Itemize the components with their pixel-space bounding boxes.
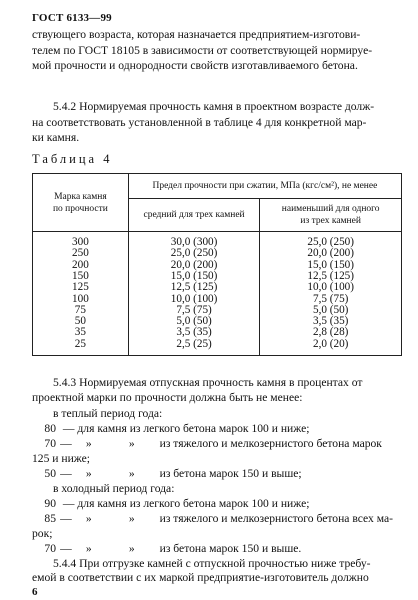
strength-header: Предел прочности при сжатии, МПа (кгс/см²), не менее [128, 174, 401, 199]
item-text: из тяжелого и мелкозернистого бетона марок [159, 437, 382, 450]
paragraph-5-4-3 [32, 375, 400, 421]
dash-mark: — [60, 542, 72, 555]
item-text: из тяжелого и мелкозернистого бетона всех ма- [159, 512, 393, 525]
ditto-mark: » [128, 542, 135, 555]
percent-value: 80 [44, 422, 56, 435]
avg-value: 2,5 (25) [176, 337, 212, 350]
min-value: 20,0 (200) [307, 247, 354, 260]
min-value: 5,0 (50) [312, 303, 349, 316]
grade-value: 100 [72, 292, 89, 305]
p544-line: 5.4.4 При отгрузке камней с отпускной прочностью ниже требу- [53, 557, 371, 570]
strength-table [32, 173, 402, 356]
p542-line: на соответствовать установленной в таблице 4 для конкретной мар- [32, 115, 367, 129]
p542-line: ки камня. [32, 131, 80, 145]
grade-value: 35 [74, 326, 86, 339]
item-text: из бетона марок 150 и выше. [159, 542, 302, 555]
min-column-header: наименьший для одного из трех камней [260, 199, 402, 232]
warm-item-80 [32, 421, 402, 436]
grade-values-cell [33, 232, 129, 356]
avg-value: 5,0 (50) [176, 315, 212, 328]
grade-value: 25 [74, 337, 86, 350]
intro-paragraph [32, 27, 400, 74]
avg-values-cell [128, 232, 260, 356]
warm-item-50 [32, 466, 402, 481]
percent-value: 70 [44, 437, 56, 450]
min-values-cell [260, 232, 402, 356]
document-header: ГОСТ 6133—99 [32, 12, 112, 24]
grade-value: 150 [72, 269, 89, 282]
dash-mark: — [60, 512, 72, 525]
paragraph-5-4-2 [32, 99, 400, 146]
item-text: — для камня из легкого бетона марок 100 и ниже; [62, 422, 310, 435]
cold-item-85-continued: рок; [32, 527, 53, 540]
ditto-mark: » [85, 512, 92, 525]
grade-value: 50 [74, 315, 86, 328]
item-text: — для камня из легкого бетона марок 100 и ниже; [62, 497, 310, 510]
intro-line: телем по ГОСТ 18105 в зависимости от соответствующей нормируе- [32, 43, 373, 57]
grade-value: 200 [72, 258, 89, 271]
avg-value: 20,0 (200) [170, 258, 218, 271]
percent-value: 70 [44, 542, 56, 555]
dash-mark: — [60, 437, 72, 450]
p543-line: 5.4.3 Нормируемая отпускная прочность камня в процентах от [53, 376, 363, 389]
avg-column-header: средний для трех камней [128, 199, 260, 232]
min-value: 25,0 (250) [307, 236, 354, 249]
p542-line: 5.4.2 Нормируемая прочность камня в проектном возрасте долж- [53, 100, 375, 113]
grade-value: 75 [74, 303, 86, 316]
cold-item-85 [32, 511, 402, 526]
avg-value: 7,5 (75) [176, 303, 212, 316]
percent-value: 90 [44, 497, 56, 510]
page-number: 6 [32, 586, 38, 598]
min-value: 3,5 (35) [312, 315, 349, 328]
min-value: 2,8 (28) [312, 326, 349, 339]
avg-value: 30,0 (300) [170, 236, 218, 249]
cold-item-90 [32, 496, 402, 511]
min-value: 10,0 (100) [307, 281, 354, 294]
cold-period-heading: в холодный период года: [53, 482, 175, 495]
p543-line: проектной марки по прочности должна быть не менее: [32, 391, 303, 405]
ditto-mark: » [85, 467, 92, 480]
min-value: 7,5 (75) [312, 292, 349, 305]
dash-mark: — [60, 467, 72, 480]
avg-value: 12,5 (125) [170, 281, 218, 294]
avg-value: 15,0 (150) [170, 269, 218, 282]
warm-item-70 [32, 436, 402, 451]
avg-value: 3,5 (35) [176, 326, 212, 339]
paragraph-5-4-4 [32, 552, 400, 571]
percent-value: 85 [44, 512, 56, 525]
avg-value: 10,0 (100) [170, 292, 218, 305]
item-text: из бетона марок 150 и выше; [159, 467, 302, 480]
grade-value: 300 [72, 236, 89, 249]
ditto-mark: » [128, 437, 135, 450]
min-value: 12,5 (125) [307, 269, 354, 282]
ditto-mark: » [85, 437, 92, 450]
ditto-mark: » [85, 542, 92, 555]
grade-value: 125 [72, 281, 89, 294]
grade-value: 250 [72, 247, 89, 260]
intro-line: ствующего возраста, которая назначается предприятием-изготови- [32, 28, 361, 41]
percent-value: 50 [44, 467, 56, 480]
min-value: 15,0 (150) [307, 258, 354, 271]
grade-column-header: Марка камня по прочности [33, 174, 129, 232]
ditto-mark: » [128, 512, 135, 525]
avg-value: 25,0 (250) [170, 247, 218, 260]
ditto-mark: » [128, 467, 135, 480]
warm-period-heading: в теплый период года: [53, 406, 163, 420]
warm-item-70-continued: 125 и ниже; [32, 452, 91, 465]
table-caption: Таблица 4 [32, 152, 113, 166]
p544-line: емой в соответствии с их маркой предприятие-изготовитель должно [32, 571, 369, 584]
min-value: 2,0 (20) [312, 337, 349, 350]
intro-line: мой прочности и однородности свойств изготавливаемого бетона. [32, 59, 358, 73]
